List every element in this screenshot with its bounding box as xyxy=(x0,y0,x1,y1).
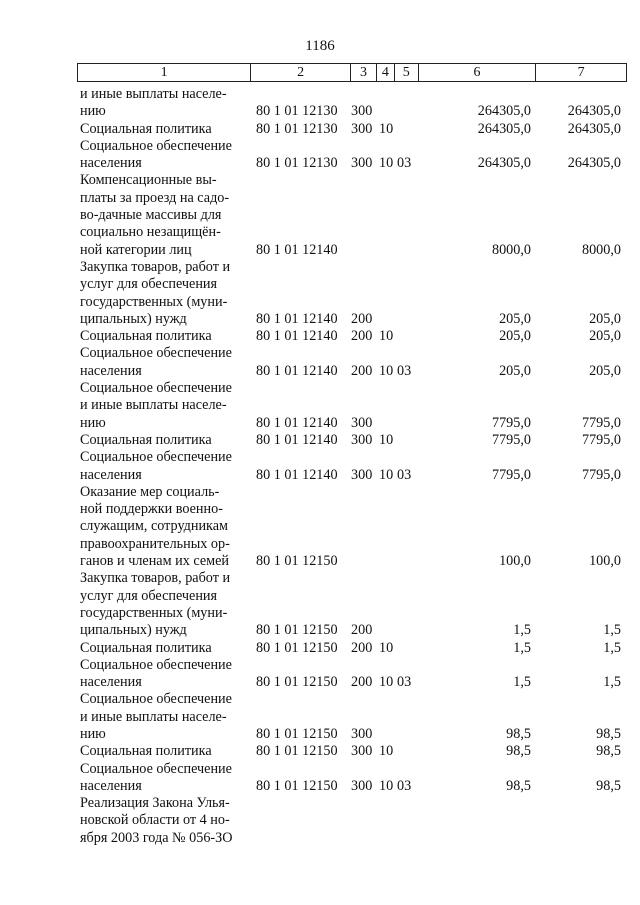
row-name: Социальная политика xyxy=(80,639,212,656)
row-col-3: 200 xyxy=(351,622,373,639)
row-value-6: 264305,0 xyxy=(477,155,531,172)
row-code: 80 1 01 12150 xyxy=(256,622,338,639)
row-value-7: 7795,0 xyxy=(581,414,621,431)
row-col-3: 200 xyxy=(351,310,373,327)
row-name: Социальная политика xyxy=(80,743,212,760)
table-row xyxy=(77,657,627,692)
row-code: 80 1 01 12140 xyxy=(256,431,338,448)
row-col-4: 10 xyxy=(379,743,394,760)
table-row xyxy=(77,570,627,639)
row-col-4: 10 xyxy=(379,155,394,172)
row-code: 80 1 01 12130 xyxy=(256,155,338,172)
table-row xyxy=(77,138,627,173)
row-value-6: 1,5 xyxy=(513,622,531,639)
column-header-6: 6 xyxy=(419,64,537,81)
table-row xyxy=(77,761,627,796)
row-value-7: 264305,0 xyxy=(567,120,621,137)
row-col-5: 03 xyxy=(397,777,412,794)
table-row xyxy=(77,743,627,760)
row-col-3: 300 xyxy=(351,155,373,172)
row-col-3: 300 xyxy=(351,120,373,137)
table-row xyxy=(77,172,627,258)
row-value-6: 7795,0 xyxy=(491,414,531,431)
row-name: Социальное обеспечение населения xyxy=(80,449,232,483)
row-code: 80 1 01 12150 xyxy=(256,553,338,570)
row-name: Закупка товаров, работ и услуг для обеспечения государственных (муни- ципальных) нужд xyxy=(80,570,231,639)
row-col-3: 200 xyxy=(351,362,373,379)
row-col-5: 03 xyxy=(397,674,412,691)
row-code: 80 1 01 12140 xyxy=(256,241,338,258)
row-value-7: 7795,0 xyxy=(581,431,621,448)
table-row xyxy=(77,121,627,138)
row-col-3: 300 xyxy=(351,431,373,448)
row-value-7: 264305,0 xyxy=(567,155,621,172)
row-code: 80 1 01 12140 xyxy=(256,414,338,431)
row-name: Компенсационные вы- платы за проезд на садо- во-дачные массивы для социально незащищён- ной категории лиц xyxy=(80,172,230,258)
row-col-3: 200 xyxy=(351,328,373,345)
row-col-4: 10 xyxy=(379,777,394,794)
row-code: 80 1 01 12140 xyxy=(256,310,338,327)
row-name: Реализация Закона Улья- новской области от 4 но- ября 2003 года № 056-ЗО xyxy=(80,795,233,846)
row-value-7: 205,0 xyxy=(589,362,621,379)
row-name: Социальное обеспечение населения xyxy=(80,345,232,379)
row-col-3: 300 xyxy=(351,725,373,742)
row-value-7: 7795,0 xyxy=(581,466,621,483)
table-row xyxy=(77,691,627,743)
column-header-7: 7 xyxy=(577,65,585,80)
row-value-6: 7795,0 xyxy=(491,466,531,483)
column-header-1: 1 xyxy=(78,64,251,81)
row-col-5: 03 xyxy=(397,362,412,379)
row-col-3: 300 xyxy=(351,777,373,794)
column-header-2: 2 xyxy=(251,64,351,81)
row-code: 80 1 01 12150 xyxy=(256,777,338,794)
row-name: Социальная политика xyxy=(80,328,212,345)
row-col-3: 300 xyxy=(351,103,373,120)
table-row xyxy=(77,795,627,847)
table-row xyxy=(77,380,627,432)
table-row xyxy=(77,345,627,380)
table-body xyxy=(77,86,627,847)
row-col-5: 03 xyxy=(397,466,412,483)
row-name: Социальное обеспечение населения xyxy=(80,656,232,691)
row-value-6: 100,0 xyxy=(499,553,531,570)
row-col-3: 200 xyxy=(351,674,373,691)
row-value-7: 1,5 xyxy=(603,639,621,656)
column-header-3: 3 xyxy=(351,64,377,81)
row-code: 80 1 01 12150 xyxy=(256,725,338,742)
row-value-6: 205,0 xyxy=(499,328,531,345)
row-col-4: 10 xyxy=(379,328,394,345)
row-col-3: 300 xyxy=(351,466,373,483)
row-code: 80 1 01 12130 xyxy=(256,120,338,137)
row-value-6: 1,5 xyxy=(513,639,531,656)
row-value-7: 1,5 xyxy=(603,622,621,639)
row-name: Закупка товаров, работ и услуг для обеспечения государственных (муни- ципальных) нужд xyxy=(80,258,231,327)
row-value-6: 205,0 xyxy=(499,310,531,327)
row-value-6: 205,0 xyxy=(499,362,531,379)
row-name: Социальная политика xyxy=(80,120,212,137)
row-value-7: 1,5 xyxy=(603,674,621,691)
row-name: Социальное обеспечение и иные выплаты населе- нию xyxy=(80,380,232,431)
column-header-4: 4 xyxy=(377,64,395,81)
row-col-4: 10 xyxy=(379,639,394,656)
row-value-6: 7795,0 xyxy=(491,431,531,448)
row-name: Социальное обеспечение населения xyxy=(80,760,232,794)
table-row xyxy=(77,86,627,121)
row-col-3: 200 xyxy=(351,639,373,656)
table-row xyxy=(77,640,627,657)
row-name: Оказание мер социаль- ной поддержки военно- служащим, сотрудникам правоохранительных ор- ганов и членам их семей xyxy=(80,483,230,570)
row-code: 80 1 01 12140 xyxy=(256,362,338,379)
table-row xyxy=(77,449,627,484)
table-row xyxy=(77,328,627,345)
page-number: 1186 xyxy=(305,38,335,54)
row-value-7: 98,5 xyxy=(596,743,621,760)
table-header xyxy=(77,63,627,82)
row-col-3: 300 xyxy=(351,743,373,760)
column-header-5: 5 xyxy=(395,64,419,81)
row-col-5: 03 xyxy=(397,155,412,172)
row-value-6: 98,5 xyxy=(506,777,531,794)
table-row xyxy=(77,484,627,570)
row-name: Социальное обеспечение населения xyxy=(80,137,232,172)
row-code: 80 1 01 12140 xyxy=(256,466,338,483)
row-value-6: 264305,0 xyxy=(477,120,531,137)
row-value-6: 98,5 xyxy=(506,725,531,742)
row-col-3: 300 xyxy=(351,414,373,431)
row-value-6: 8000,0 xyxy=(491,241,531,258)
row-value-7: 100,0 xyxy=(589,553,621,570)
row-value-6: 98,5 xyxy=(506,743,531,760)
row-col-4: 10 xyxy=(379,674,394,691)
row-col-4: 10 xyxy=(379,362,394,379)
row-name: Социальное обеспечение и иные выплаты населе- нию xyxy=(80,691,232,742)
row-value-6: 264305,0 xyxy=(477,103,531,120)
table-row xyxy=(77,259,627,328)
row-col-4: 10 xyxy=(379,431,394,448)
row-col-4: 10 xyxy=(379,466,394,483)
row-value-7: 8000,0 xyxy=(581,241,621,258)
row-code: 80 1 01 12140 xyxy=(256,328,338,345)
row-value-7: 98,5 xyxy=(596,725,621,742)
row-code: 80 1 01 12150 xyxy=(256,743,338,760)
row-name: и иные выплаты населе- нию xyxy=(80,86,227,120)
row-value-7: 264305,0 xyxy=(567,103,621,120)
row-name: Социальная политика xyxy=(80,431,212,448)
table-row xyxy=(77,432,627,449)
row-col-4: 10 xyxy=(379,120,394,137)
row-value-6: 1,5 xyxy=(513,674,531,691)
row-value-7: 205,0 xyxy=(589,328,621,345)
row-code: 80 1 01 12150 xyxy=(256,674,338,691)
row-code: 80 1 01 12130 xyxy=(256,103,338,120)
row-value-7: 205,0 xyxy=(589,310,621,327)
row-code: 80 1 01 12150 xyxy=(256,639,338,656)
row-value-7: 98,5 xyxy=(596,777,621,794)
